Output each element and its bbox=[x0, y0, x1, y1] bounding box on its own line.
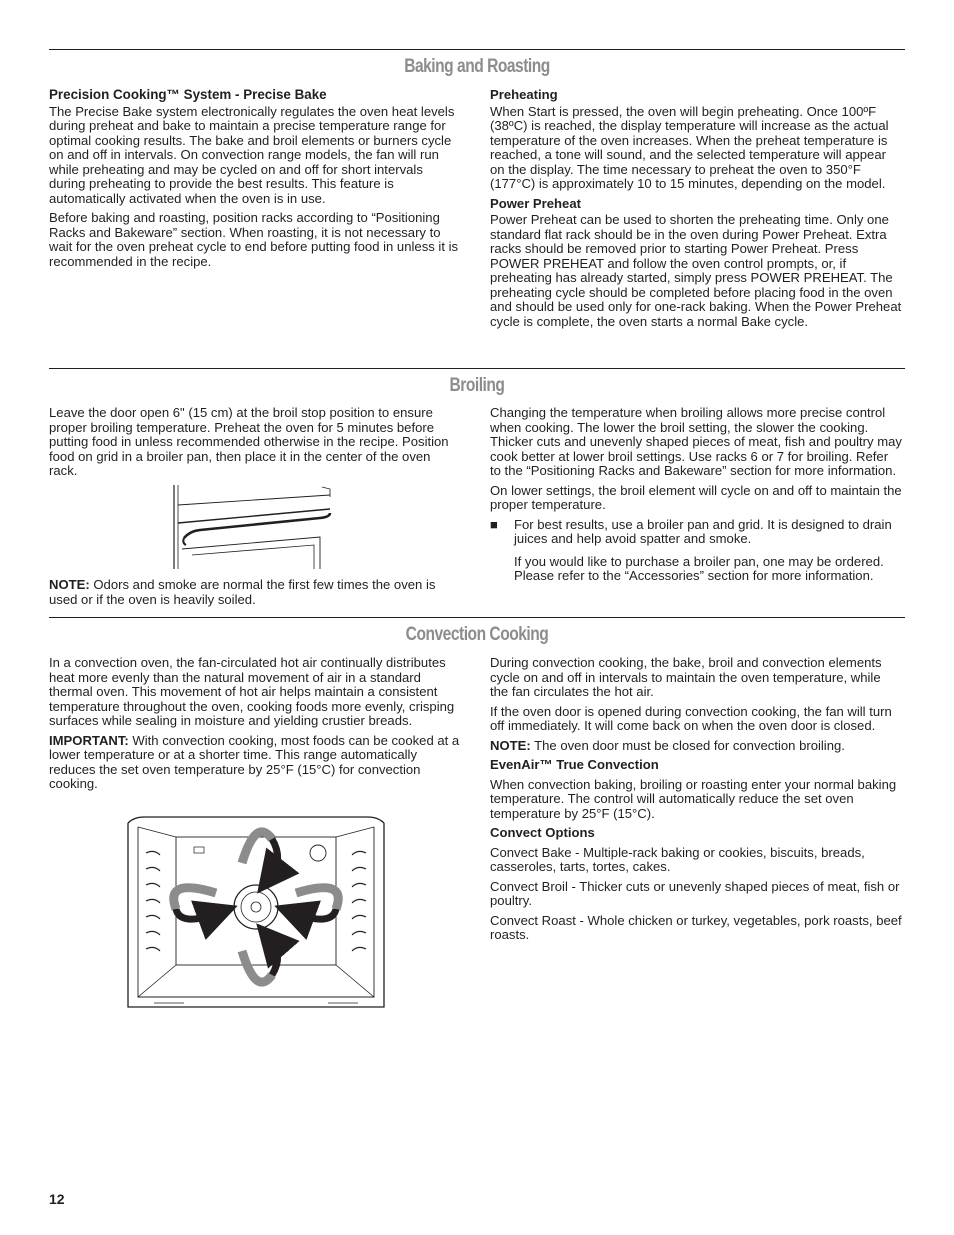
oven-door-illustration bbox=[170, 483, 338, 571]
convection-intro-paragraph: In a convection oven, the fan-circulated hot air continually distributes heat more evenly than the natural movement of air in a standard thermal oven. This movement of hot air helps maintain a consistent temperature throughout the oven, cooking foods more evenly, crisping surfaces while sealing in moisture and yielding crustier breads. bbox=[49, 655, 455, 728]
broil-note-text: Odors and smoke are normal the first few times the oven is used or if the oven is heavily soiled. bbox=[49, 577, 436, 607]
preheating-heading: Preheating bbox=[490, 87, 558, 102]
evenair-paragraph: When convection baking, broiling or roasting enter your normal baking temperature. The control will automatically reduce the set oven temperature by 25°F (15°C). bbox=[490, 776, 897, 821]
convection-right-column bbox=[490, 656, 902, 948]
convect-bake-paragraph: Convect Bake - Multiple-rack baking or cookies, biscuits, breads, casseroles, tarts, tortes, cakes. bbox=[490, 844, 865, 874]
broil-note-label: NOTE: bbox=[49, 577, 90, 592]
section-rule-baking bbox=[49, 49, 905, 50]
broil-lower-settings-paragraph: On lower settings, the broil element will cycle on and off to maintain the proper temperature. bbox=[490, 482, 902, 512]
broiler-pan-bullet bbox=[490, 518, 902, 547]
convect-broil-paragraph: Convect Broil - Thicker cuts or unevenly shaped pieces of meat, fish or poultry. bbox=[490, 878, 900, 908]
power-preheat-paragraph: Power Preheat can be used to shorten the preheating time. Only one standard flat rack should be in the oven during Power Preheat. Extra racks should be removed prior to starting Power Preheat. Press POWER PREHEAT and follow the oven control prompts, or, if preheating has already started, simply press POWER PREHEAT. The preheating cycle should be completed before placing food in the oven and should be used only for one-rack baking. When the Power Preheat cycle is complete, the oven starts a normal Bake cycle. bbox=[490, 212, 902, 329]
convect-roast-paragraph: Convect Roast - Whole chicken or turkey, vegetables, pork roasts, beef roasts. bbox=[490, 912, 902, 942]
convect-options-heading: Convect Options bbox=[490, 825, 595, 840]
broiling-left-column bbox=[49, 406, 461, 484]
convection-left-column bbox=[49, 656, 461, 797]
convection-note-text: The oven door must be closed for convection broiling. bbox=[530, 737, 845, 753]
convection-note-label: NOTE: bbox=[490, 737, 531, 753]
section-rule-broiling bbox=[49, 368, 905, 369]
page-number: 12 bbox=[49, 1191, 65, 1207]
convection-elements-paragraph: During convection cooking, the bake, broil and convection elements cycle on and off in intervals to maintain the oven temperature, while the fan circulates the hot air. bbox=[490, 655, 882, 699]
baking-left-column bbox=[49, 88, 461, 274]
broiling-right-column bbox=[490, 406, 902, 589]
important-label: IMPORTANT: bbox=[49, 732, 129, 748]
convection-oven-illustration bbox=[124, 815, 388, 1015]
section-title-broiling: Broiling bbox=[449, 375, 505, 396]
section-title-convection: Convection Cooking bbox=[405, 624, 549, 645]
broiling-note bbox=[49, 578, 461, 612]
important-text: With convection cooking, most foods can be cooked at a lower temperature or at a shorter time. This range automatically reduces the set oven temperature by 25°F (15°C) for convection cooking. bbox=[49, 732, 460, 791]
broiler-pan-bullet-text: For best results, use a broiler pan and grid. It is designed to drain juices and help avoid spatter and smoke. bbox=[514, 516, 892, 546]
broiler-pan-order-paragraph: If you would like to purchase a broiler pan, one may be ordered. Please refer to the “Accessories” section for more information. bbox=[514, 553, 884, 583]
positioning-paragraph: Before baking and roasting, position racks according to “Positioning Racks and Bakeware” section. When roasting, it is not necessary to wait for the oven preheat cycle to end before putting food in unless it is recommended in the recipe. bbox=[49, 210, 459, 269]
bullet-square-icon: ■ bbox=[490, 516, 498, 532]
door-opened-paragraph: If the oven door is opened during convection cooking, the fan will turn off immediately. It will come back on when the oven door is closed. bbox=[490, 703, 892, 733]
broil-door-paragraph: Leave the door open 6" (15 cm) at the broil stop position to ensure proper broiling temperature. Preheat the oven for 5 minutes before putting food in unless recommended otherwise in the recipe. Position food on grid in a broiler pan, then place it in the center of the oven rack. bbox=[49, 405, 449, 478]
baking-right-column bbox=[490, 88, 902, 334]
precise-bake-heading: Precision Cooking™ System - Precise Bake bbox=[49, 87, 327, 102]
precise-bake-paragraph: The Precise Bake system electronically regulates the oven heat levels during preheat and bake to maintain a precise temperature range for optimal cooking results. The bake and broil elements or burners cycle on and off in intervals. On convection range models, the fan will run while preheating and may be cycled on and off for short intervals during preheating to provide the best results. This feature is automatically activated when the oven is in use. bbox=[49, 103, 455, 206]
broil-temperature-paragraph: Changing the temperature when broiling allows more precise control when cooking. The lower the broil setting, the slower the cooking. Thicker cuts and unevenly shaped pieces of meat, fish and poultry may cook better at lower broil settings. Use racks 6 or 7 for broiling. Refer to the “Positioning Racks and Bakeware” section for more information. bbox=[490, 405, 902, 478]
section-title-baking: Baking and Roasting bbox=[404, 56, 550, 77]
power-preheat-heading: Power Preheat bbox=[490, 195, 581, 211]
preheating-paragraph: When Start is pressed, the oven will begin preheating. Once 100ºF (38ºC) is reached, the display temperature will increase as the actual temperature of the oven increases. When the preheat temperature is reached, a tone will sound, and the selected temperature will appear on the display. The time necessary to preheat the oven to 350°F (177°C) is approximately 10 to 15 minutes, depending on the model. bbox=[490, 103, 889, 191]
evenair-heading: EvenAir™ True Convection bbox=[490, 757, 659, 772]
section-rule-convection bbox=[49, 617, 905, 618]
